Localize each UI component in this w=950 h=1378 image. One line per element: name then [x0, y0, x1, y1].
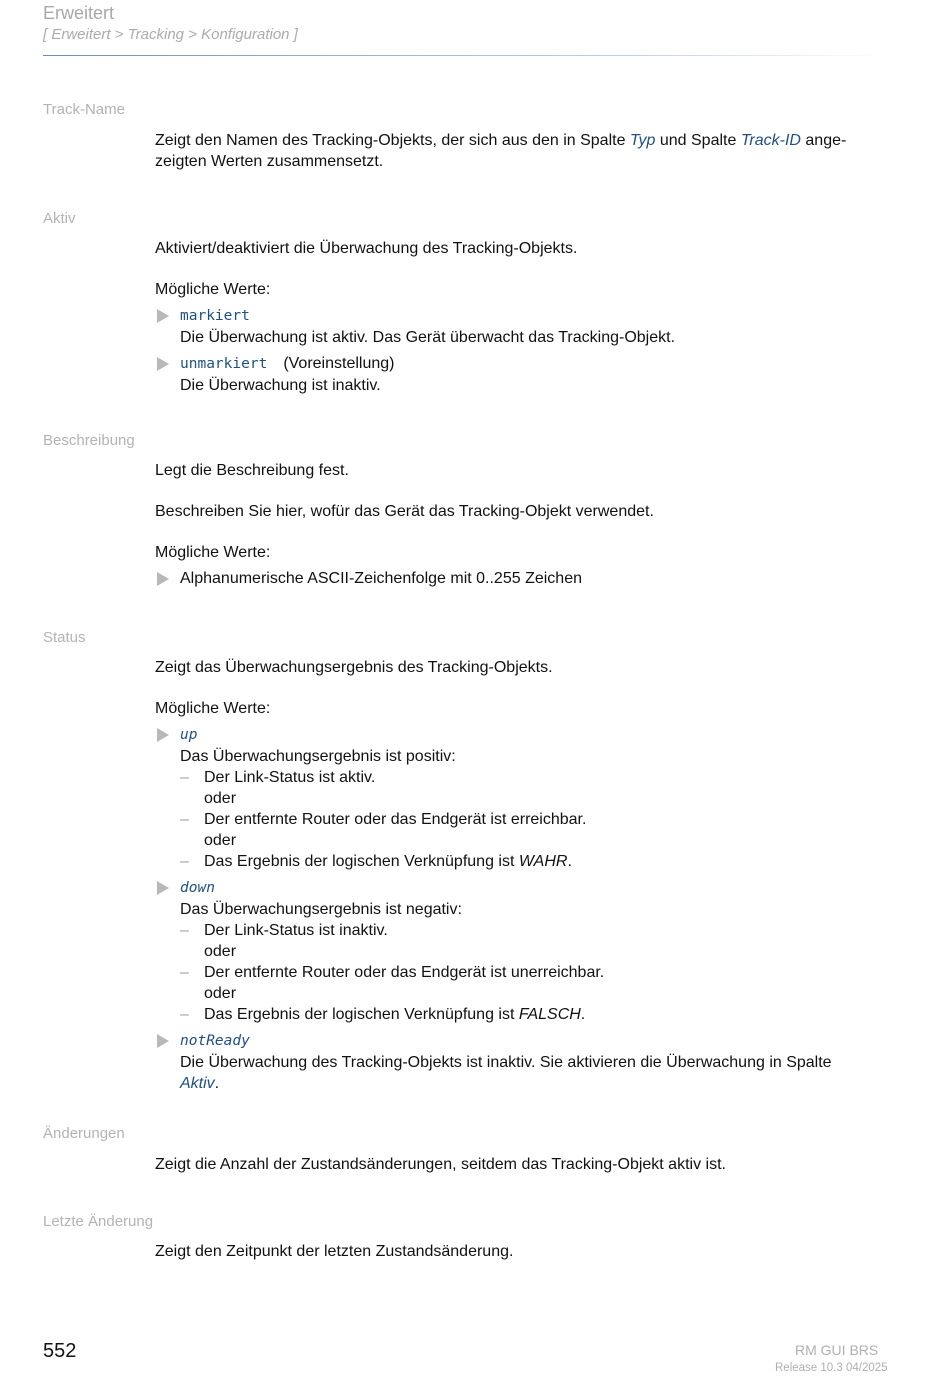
dash-bullet-icon: – [180, 769, 189, 786]
section-body-aktiv [155, 238, 900, 401]
conjunction: oder [204, 985, 237, 1002]
option-item [155, 353, 900, 396]
section-label-aktiv: Aktiv [43, 210, 76, 227]
beschreibung-text-2: Beschreiben Sie hier, wofür das Gerät das Tracking-Objekt verwendet. [155, 503, 654, 520]
breadcrumb: [ Erweitert > Tracking > Konfiguration ] [43, 26, 298, 43]
section-body-beschreibung [155, 460, 900, 594]
page-number: 552 [43, 1340, 77, 1362]
section-label-letzte-aenderung: Letzte Änderung [43, 1213, 154, 1230]
conjunction: oder [204, 943, 237, 960]
sub-list-item: – Der entfernte Router oder das Endgerät ist unerreichbar. [180, 964, 605, 981]
section-label-track-name: Track-Name [43, 101, 125, 118]
footer-release: Release 10.3 04/2025 [775, 1362, 888, 1374]
section-label-beschreibung: Beschreibung [43, 432, 135, 449]
option-description: Das Überwachungsergebnis ist positiv: [180, 748, 456, 765]
conjunction: oder [204, 790, 237, 807]
letzte-aenderung-description: Zeigt den Zeitpunkt der letzten Zustandsänderung. [155, 1243, 514, 1260]
footer-doc-name: RM GUI BRS [795, 1342, 879, 1358]
aktiv-description: Aktiviert/deaktiviert die Überwachung des Tracking-Objekts. [155, 240, 578, 257]
option-value: down [180, 880, 215, 896]
link-track-id[interactable]: Track-ID [740, 132, 801, 149]
option-item [155, 568, 900, 589]
sub-list-item: – Das Ergebnis der logischen Verknüpfung ist FALSCH. [180, 1006, 586, 1023]
triangle-bullet-icon [157, 572, 169, 586]
dash-bullet-icon: – [180, 922, 189, 939]
link-aktiv[interactable]: Aktiv [180, 1075, 215, 1092]
triangle-bullet-icon [157, 881, 169, 895]
option-value: up [180, 727, 198, 743]
dash-bullet-icon: – [180, 811, 189, 828]
option-item-up [155, 724, 900, 872]
sub-list-item: – Der Link-Status ist inaktiv. [180, 922, 388, 939]
option-description: Die Überwachung des Tracking-Objekts ist inaktiv. Sie aktivieren die Überwachung in Spalte [180, 1054, 832, 1071]
option-note: (Voreinstellung) [283, 355, 395, 372]
section-body-aenderungen [155, 1154, 900, 1180]
track-name-description: Zeigt den Namen des Tracking-Objekts, der sich aus den in Spalte Typ und Spalte Track-ID ange- zeigten Werten zusammensetzt. [155, 132, 847, 170]
triangle-bullet-icon [157, 309, 169, 323]
triangle-bullet-icon [157, 357, 169, 371]
possible-values-heading: Mögliche Werte: [155, 281, 271, 298]
dash-bullet-icon: – [180, 1006, 189, 1023]
option-value: unmarkiert [180, 356, 268, 372]
option-description: Die Überwachung ist inaktiv. [180, 377, 381, 394]
sub-list-item: – Der entfernte Router oder das Endgerät ist erreichbar. [180, 811, 587, 828]
sub-list-item: – Das Ergebnis der logischen Verknüpfung ist WAHR. [180, 853, 572, 870]
dash-bullet-icon: – [180, 964, 189, 981]
option-value: markiert [180, 308, 250, 324]
page-header-title: Erweitert [43, 3, 115, 23]
possible-values-heading: Mögliche Werte: [155, 700, 271, 717]
triangle-bullet-icon [157, 728, 169, 742]
option-item [155, 305, 900, 348]
link-typ[interactable]: Typ [629, 132, 656, 149]
section-label-aenderungen: Änderungen [43, 1125, 125, 1142]
aenderungen-description: Zeigt die Anzahl der Zustandsänderungen, seitdem das Tracking-Objekt aktiv ist. [155, 1156, 726, 1173]
option-item-notready: notReady Die Überwachung des Tracking-Objekts ist inaktiv. Sie aktivieren die Überwachung in Spalte Aktiv. [155, 1030, 900, 1094]
section-body-status [155, 657, 900, 1099]
option-value: notReady [180, 1033, 250, 1049]
dash-bullet-icon: – [180, 853, 189, 870]
option-item-down [155, 877, 900, 1025]
possible-values-heading: Mögliche Werte: [155, 544, 271, 561]
triangle-bullet-icon [157, 1034, 169, 1048]
option-description: Das Überwachungsergebnis ist negativ: [180, 901, 462, 918]
status-description: Zeigt das Überwachungsergebnis des Tracking-Objekts. [155, 659, 553, 676]
section-body-track-name [155, 130, 900, 177]
section-label-status: Status [43, 629, 86, 646]
header-divider [43, 55, 888, 56]
option-description: Die Überwachung ist aktiv. Das Gerät überwacht das Tracking-Objekt. [180, 329, 676, 346]
section-body-letzte-aenderung [155, 1241, 900, 1267]
option-description: Alphanumerische ASCII-Zeichenfolge mit 0..255 Zeichen [180, 570, 582, 587]
conjunction: oder [204, 832, 237, 849]
sub-list-item: – Der Link-Status ist aktiv. [180, 769, 376, 786]
beschreibung-text-1: Legt die Beschreibung fest. [155, 462, 349, 479]
